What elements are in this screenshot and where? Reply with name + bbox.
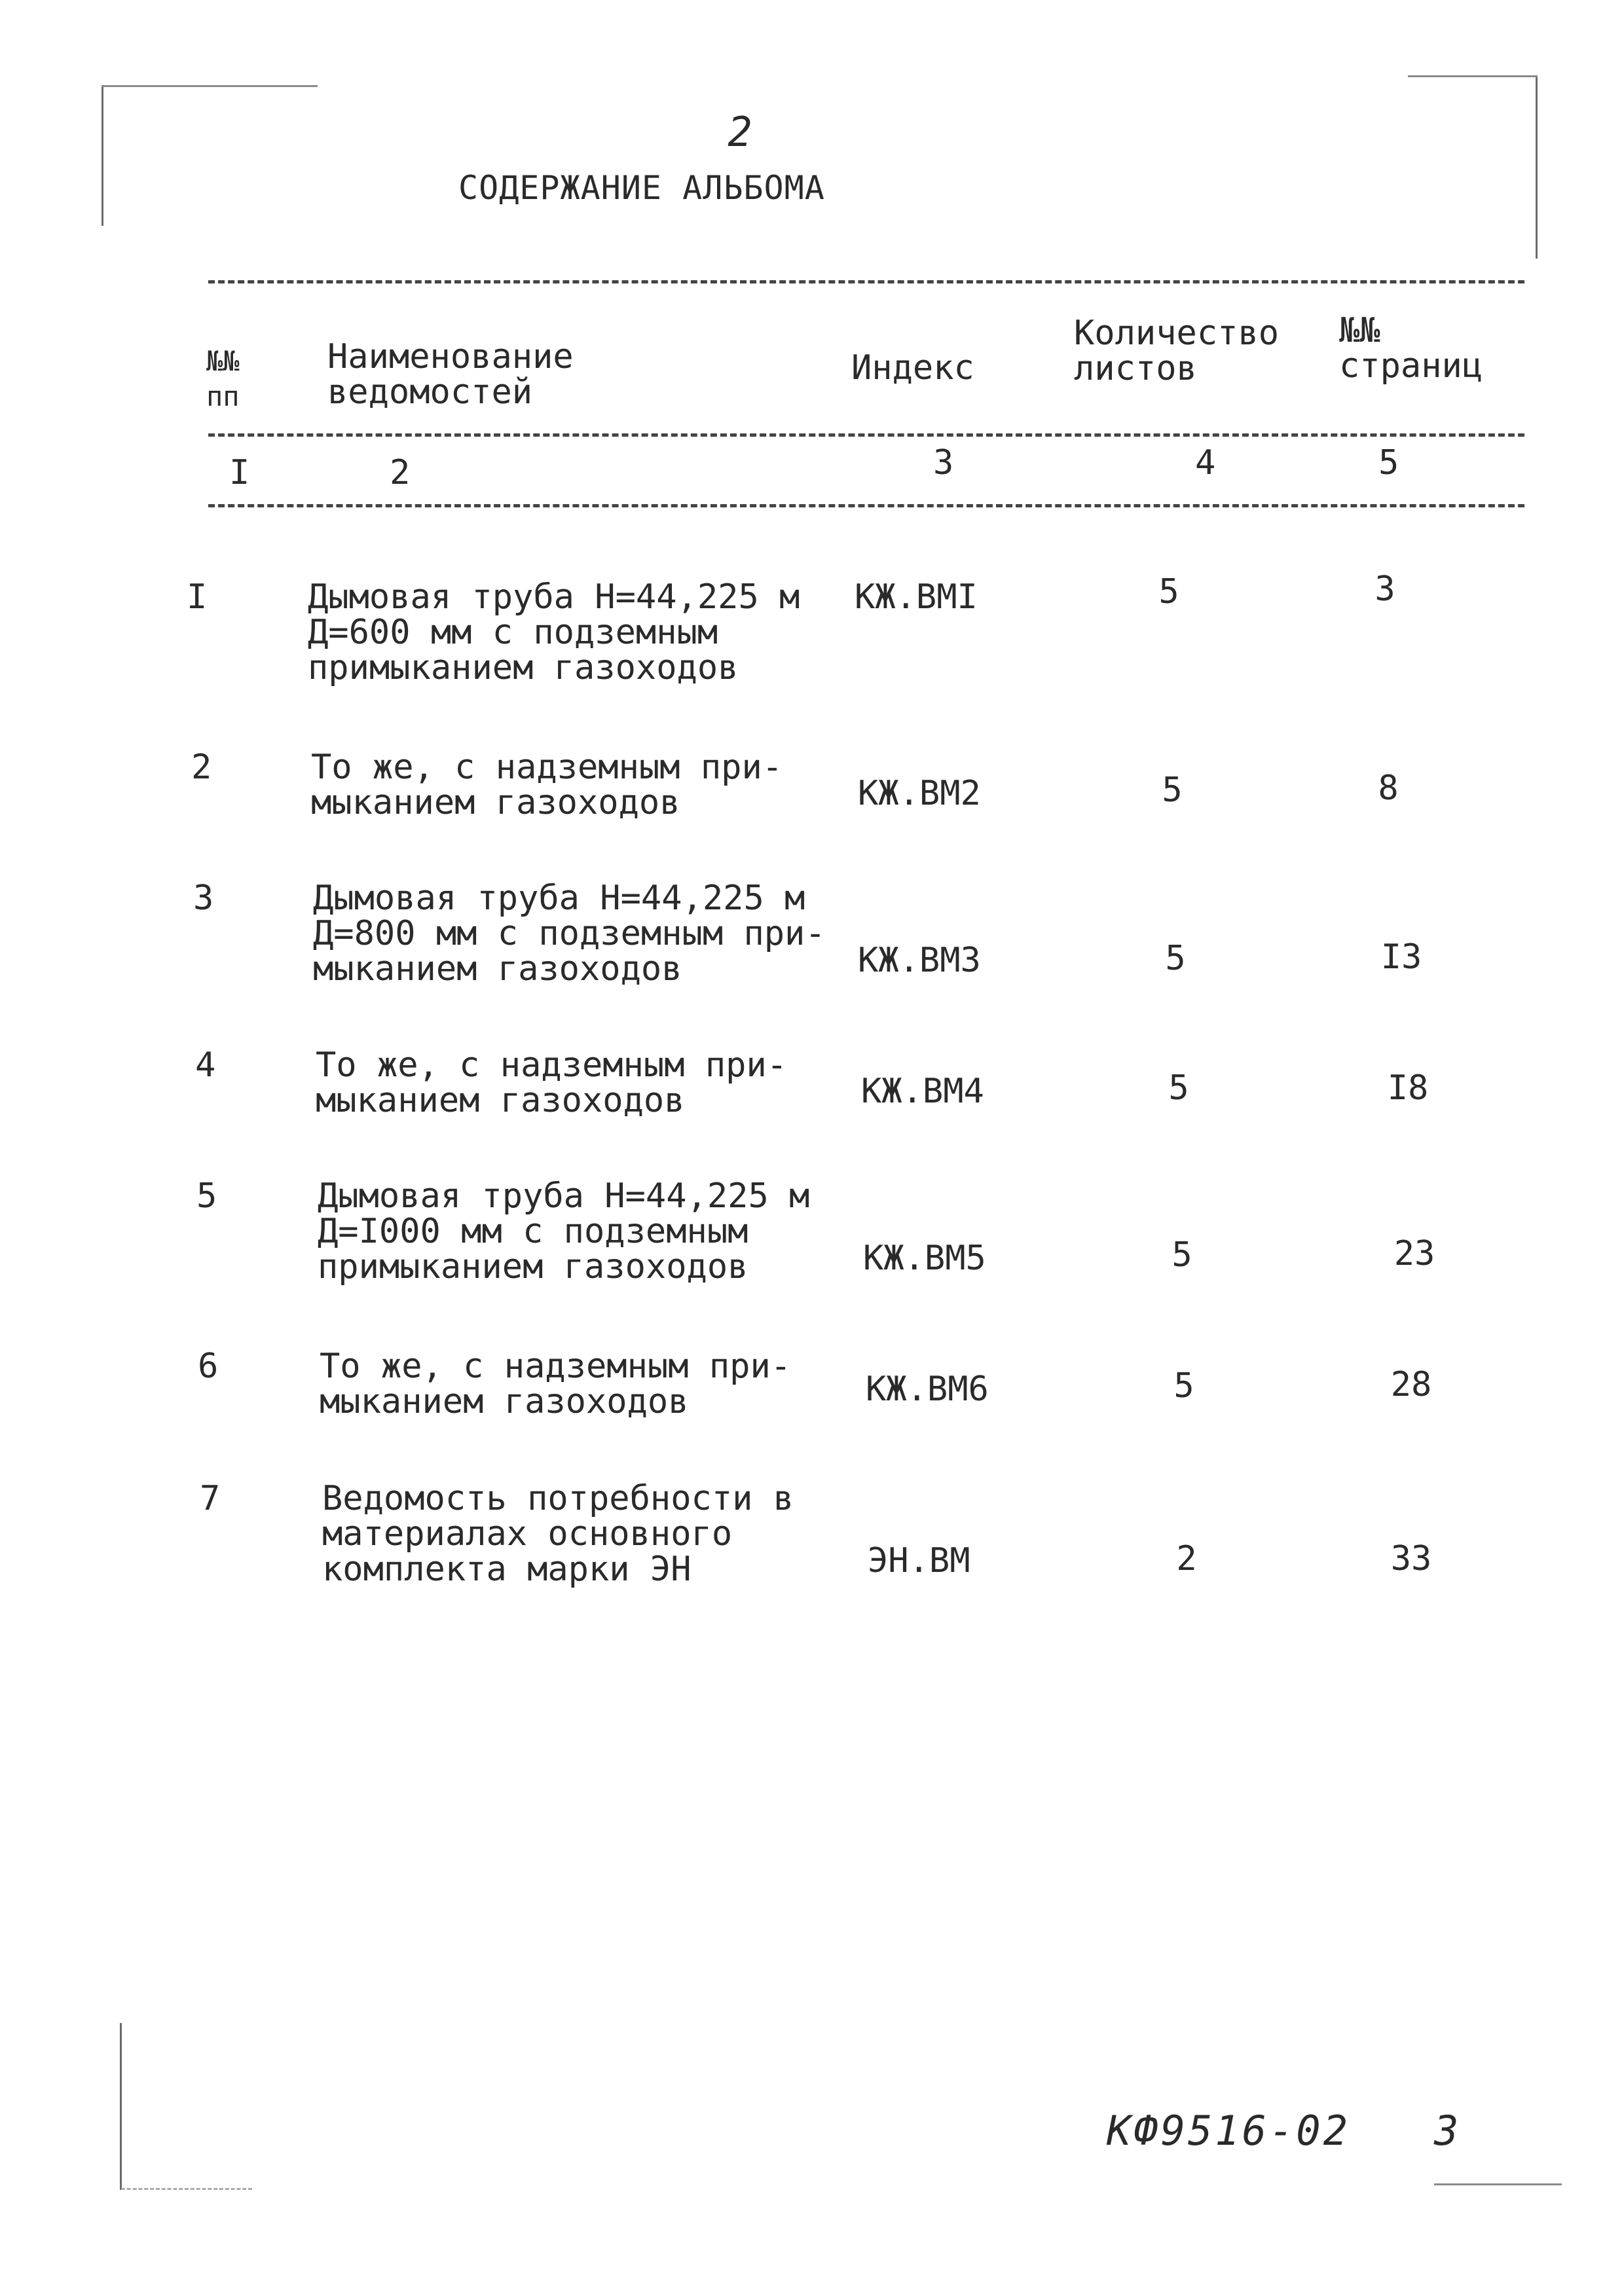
- row-number: I: [187, 577, 208, 617]
- row-number: 5: [196, 1176, 217, 1216]
- corner-mark: [101, 85, 103, 226]
- row-number: 3: [193, 879, 214, 918]
- row-number: 2: [191, 748, 212, 787]
- corner-mark: [121, 2188, 252, 2190]
- row-number: 6: [198, 1347, 219, 1386]
- row-index: КЖ.ВМ4: [861, 1072, 984, 1111]
- row-page: I3: [1380, 938, 1422, 977]
- row-index: КЖ.ВМ3: [858, 941, 981, 980]
- row-sheets: 2: [1176, 1539, 1197, 1578]
- page-title: СОДЕРЖАНИЕ АЛЬБОМА: [458, 169, 825, 207]
- row-sheets: 5: [1172, 1235, 1192, 1275]
- row-name: Дымовая труба Н=44,225 м Д=800 мм с подземным при- мыканием газоходов: [313, 879, 826, 989]
- header-col-number: №№ пп: [206, 345, 240, 412]
- header-col-name: Наименование ведомостей: [327, 337, 574, 412]
- document-code: КФ9516-02: [1107, 2107, 1350, 2155]
- row-sheets: 5: [1173, 1366, 1194, 1406]
- corner-mark: [1408, 75, 1538, 77]
- row-sheets: 5: [1162, 771, 1183, 810]
- row-name: То же, с надземным при- мыканием газоходов: [320, 1347, 792, 1421]
- row-index: КЖ.ВМ6: [866, 1370, 989, 1409]
- row-sheets: 5: [1158, 572, 1179, 611]
- column-number: 2: [390, 453, 411, 492]
- row-page: I8: [1387, 1068, 1429, 1108]
- row-number: 7: [200, 1479, 221, 1518]
- column-number: 3: [933, 443, 954, 483]
- row-name: Ведомость потребности в материалах основного комплекта марки ЭН: [322, 1479, 794, 1589]
- row-page: 8: [1378, 769, 1399, 808]
- row-name: То же, с надземным при- мыканием газоходов: [316, 1046, 788, 1120]
- table-rule-numbers: [208, 504, 1524, 507]
- corner-mark: [101, 85, 318, 87]
- row-page: 3: [1375, 570, 1395, 609]
- row-page: 23: [1393, 1234, 1435, 1273]
- corner-mark: [1536, 75, 1538, 259]
- column-number: 4: [1195, 443, 1216, 483]
- table-rule-top: [208, 280, 1524, 283]
- row-name: Дымовая труба Н=44,225 м Д=I000 мм с подземным примыканием газоходов: [318, 1176, 810, 1286]
- row-sheets: 5: [1168, 1068, 1189, 1108]
- corner-mark: [120, 2023, 122, 2190]
- corner-mark: [1434, 2183, 1562, 2185]
- row-index: КЖ.ВМI: [855, 577, 978, 617]
- row-index: ЭН.ВМ: [868, 1541, 970, 1580]
- row-sheets: 5: [1165, 939, 1186, 978]
- row-index: КЖ.ВМ2: [858, 774, 981, 813]
- column-number: 5: [1378, 443, 1399, 483]
- column-number: I: [229, 453, 250, 492]
- page-number: 2: [728, 108, 752, 156]
- row-index: КЖ.ВМ5: [863, 1239, 986, 1278]
- header-col-sheets: Количество листов: [1074, 314, 1280, 388]
- row-number: 4: [195, 1046, 216, 1085]
- table-rule-header: [208, 433, 1524, 437]
- sheet-number: 3: [1434, 2107, 1459, 2155]
- row-name: То же, с надземным при- мыканием газоходов: [311, 748, 783, 822]
- header-col-index: Индекс: [851, 348, 974, 388]
- row-page: 33: [1390, 1539, 1432, 1578]
- header-col-pages: №№ страниц: [1339, 311, 1483, 386]
- row-page: 28: [1390, 1365, 1432, 1404]
- row-name: Дымовая труба Н=44,225 м Д=600 мм с подземным примыканием газоходов: [308, 577, 800, 687]
